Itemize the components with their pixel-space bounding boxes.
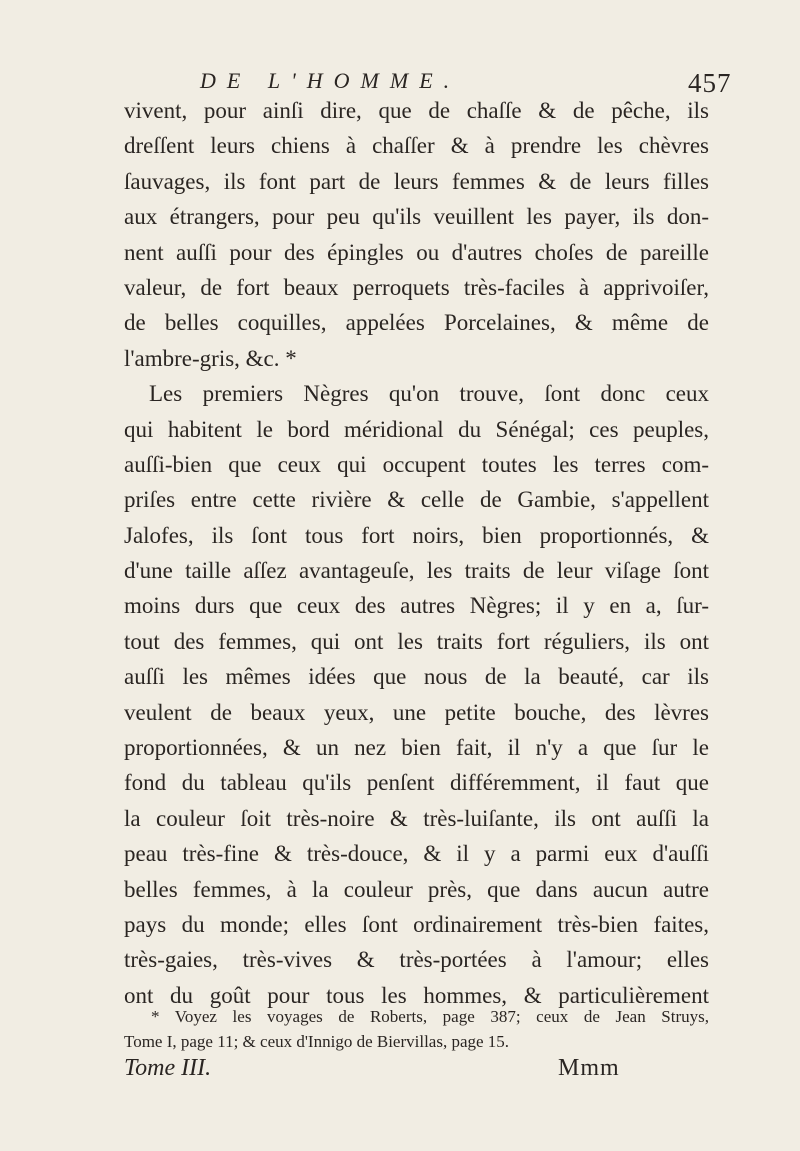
text-line: ont du goût pour tous les hommes, & particulièrement xyxy=(124,982,709,1008)
footnote xyxy=(124,1004,709,1054)
body-text xyxy=(124,93,709,1013)
signature-mark: Mmm xyxy=(558,1055,620,1081)
footnote-line: * Voyez les voyages de Roberts, page 387; ceux de Jean Struys, xyxy=(151,1007,709,1026)
text-line: Jalofes, ils ſont tous fort noirs, bien proportionnés, & xyxy=(124,522,709,548)
text-line: proportionnées, & un nez bien fait, il n'y a que ſur le xyxy=(124,735,709,761)
text-line: veulent de beaux yeux, une petite bouche, des lèvres xyxy=(124,699,709,725)
text-line: très-gaies, très-vives & très-portées à l'amour; elles xyxy=(124,947,709,973)
text-line: nent auſſi pour des épingles ou d'autres choſes de pareille xyxy=(124,239,709,265)
text-line: d'une taille aſſez avantageuſe, les traits de leur viſage ſont xyxy=(124,558,709,584)
text-line: tout des femmes, qui ont les traits fort réguliers, ils ont xyxy=(124,628,709,654)
paragraph-start-line: Les premiers Nègres qu'on trouve, ſont donc ceux xyxy=(149,381,709,407)
text-line: peau très-fine & très-douce, & il y a parmi eux d'auſſi xyxy=(124,841,709,867)
text-line: priſes entre cette rivière & celle de Gambie, s'appellent xyxy=(124,487,709,513)
text-line: valeur, de fort beaux perroquets très-faciles à apprivoiſer, xyxy=(124,274,709,300)
text-line: la couleur ſoit très-noire & très-luiſante, ils ont auſſi la xyxy=(124,805,709,831)
text-line: ſauvages, ils font part de leurs femmes & de leurs filles xyxy=(124,168,709,194)
running-title: DE L'HOMME. xyxy=(200,68,461,93)
text-line: qui habitent le bord méridional du Sénégal; ces peuples, xyxy=(124,416,709,442)
text-line: pays du monde; elles ſont ordinairement très-bien faites, xyxy=(124,911,709,937)
page-footer xyxy=(124,1055,709,1089)
text-line: de belles coquilles, appelées Porcelaines, & même de xyxy=(124,310,709,336)
text-line: dreſſent leurs chiens à chaſſer & à prendre les chèvres xyxy=(124,133,709,159)
text-line: belles femmes, à la couleur près, que dans aucun autre xyxy=(124,876,709,902)
volume-mark: Tome III. xyxy=(124,1055,212,1081)
text-line: fond du tableau qu'ils penſent différemment, il faut que xyxy=(124,770,709,796)
text-line: aux étrangers, pour peu qu'ils veuillent les payer, ils don- xyxy=(124,204,709,230)
page-number: 457 xyxy=(688,68,732,98)
text-line: auſſi-bien que ceux qui occupent toutes les terres com- xyxy=(124,451,709,477)
text-line: l'ambre-gris, &c. * xyxy=(124,345,297,371)
text-line: auſſi les mêmes idées que nous de la beauté, car ils xyxy=(124,664,709,690)
footnote-line: Tome I, page 11; & ceux d'Innigo de Biervillas, page 15. xyxy=(124,1032,510,1051)
text-line: moins durs que ceux des autres Nègres; il y en a, ſur- xyxy=(124,593,709,619)
text-line: vivent, pour ainſi dire, que de chaſſe & de pêche, ils xyxy=(124,98,709,123)
